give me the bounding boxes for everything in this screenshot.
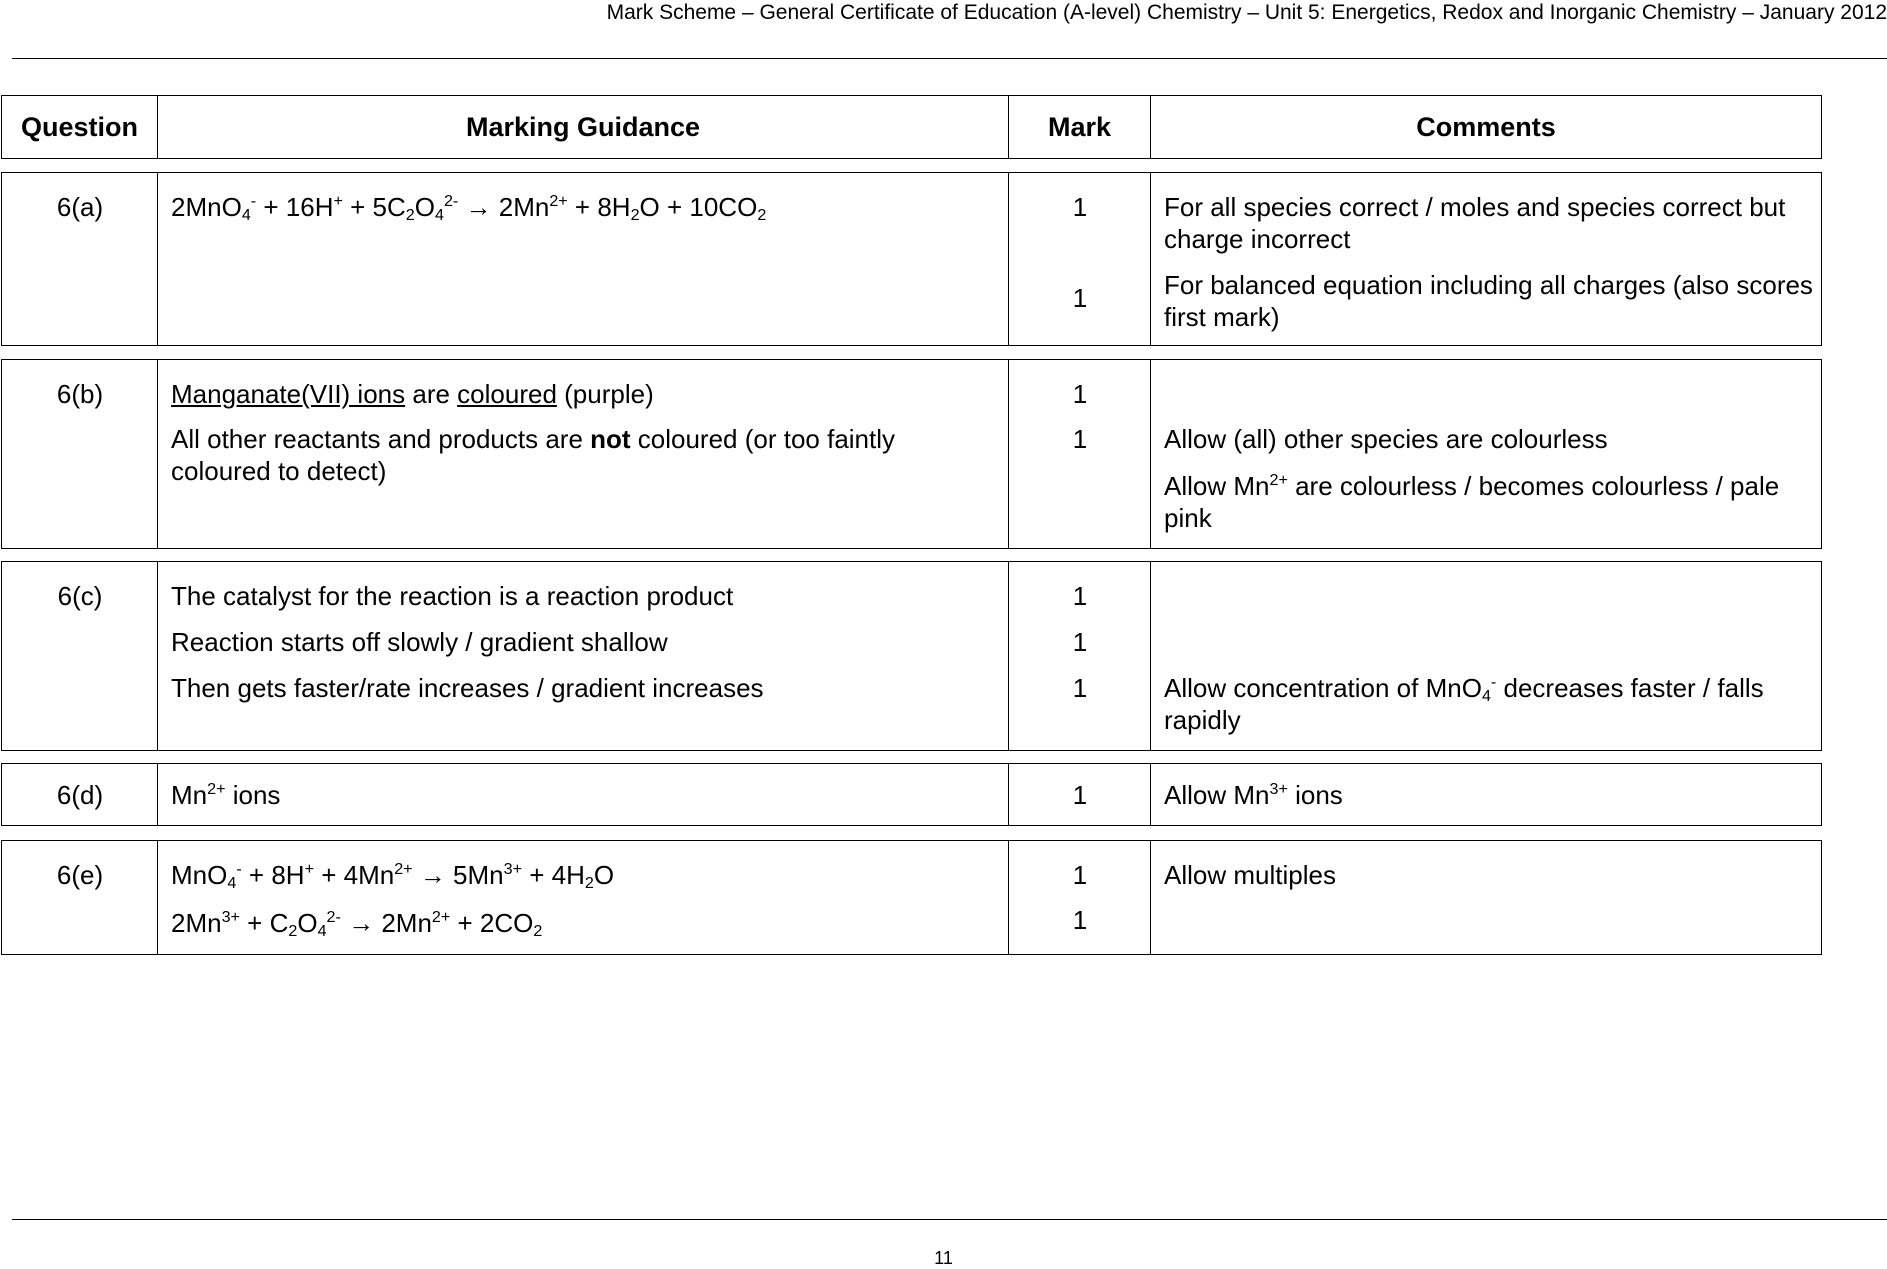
mark-value: 1 [1072, 283, 1088, 313]
comment-text: For balanced equation including all charges (also scores first mark) [1164, 270, 1813, 332]
mark-value: 1 [1072, 627, 1088, 657]
question-row-6a [1, 172, 1822, 346]
comment-text: Allow $Mn^{2+}$ are colourless / becomes colourless / pale pink [1164, 471, 1780, 533]
guidance-equation: $MnO_4^- + 8H^+ + 4Mn^{2+} \to 5Mn^{3+} + 4H_2O$ [171, 860, 615, 893]
mark-value: 1 [1072, 581, 1088, 611]
comment-text: Allow $Mn^{3+}$ ions [1164, 780, 1343, 810]
mark-value: 1 [1072, 780, 1088, 810]
guidance-text: The catalyst for the reaction is a reaction product [171, 581, 734, 611]
question-row-6b [1, 359, 1822, 549]
mark-value: 1 [1072, 379, 1088, 409]
question-id: 6(e) [56, 860, 104, 890]
footer-divider [12, 1219, 1887, 1220]
question-row-6e [1, 840, 1822, 955]
question-row-6c [1, 561, 1822, 751]
comment-text: For all species correct / moles and species correct but charge incorrect [1164, 192, 1786, 254]
guidance-text: $Mn^{2+}$ ions [171, 780, 281, 810]
question-id: 6(d) [56, 780, 104, 810]
table-header [1, 95, 1822, 159]
question-row-6d [1, 763, 1822, 826]
comment-text: Allow multiples [1164, 860, 1336, 890]
question-id: 6(b) [56, 379, 104, 409]
guidance-text: All other reactants and products are not coloured (or too faintly coloured to detect) [171, 424, 896, 486]
guidance-text: Reaction starts off slowly / gradient shallow [171, 627, 668, 657]
question-id: 6(a) [56, 192, 104, 222]
column-header-marking-guidance: Marking Guidance [158, 96, 1009, 158]
comment-text: Allow (all) other species are colourless [1164, 424, 1608, 454]
guidance-text: Then gets faster/rate increases / gradient increases [171, 673, 764, 703]
mark-value: 1 [1072, 192, 1088, 222]
guidance-text: Manganate(VII) ions are coloured (purple) [171, 379, 654, 409]
mark-value: 1 [1072, 673, 1088, 703]
guidance-equation: $2Mn^{3+} + C_2O_4^{2-} \to 2Mn^{2+} + 2CO_2$ [171, 908, 543, 941]
column-header-mark: Mark [1009, 96, 1151, 158]
mark-value: 1 [1072, 905, 1088, 935]
column-header-question: Question [2, 96, 158, 158]
mark-value: 1 [1072, 860, 1088, 890]
question-id: 6(c) [57, 581, 103, 611]
header-divider [12, 58, 1887, 59]
column-header-comments: Comments [1416, 111, 1556, 142]
page-number: 11 [934, 1248, 953, 1268]
comment-text: Allow concentration of MnO$_4$- decreases faster / falls rapidly [1164, 673, 1764, 735]
guidance-equation: $2MnO_4^- + 16H^+ + 5C_2O_4^{2-} \to 2Mn^{2+} + 8H_2O + 10CO_2$ [171, 192, 767, 225]
page-header: Mark Scheme – General Certificate of Education (A-level) Chemistry – Unit 5: Energetics, Redox and Inorganic Chemistry – January 2012 [606, 1, 1887, 24]
mark-value: 1 [1072, 424, 1088, 454]
